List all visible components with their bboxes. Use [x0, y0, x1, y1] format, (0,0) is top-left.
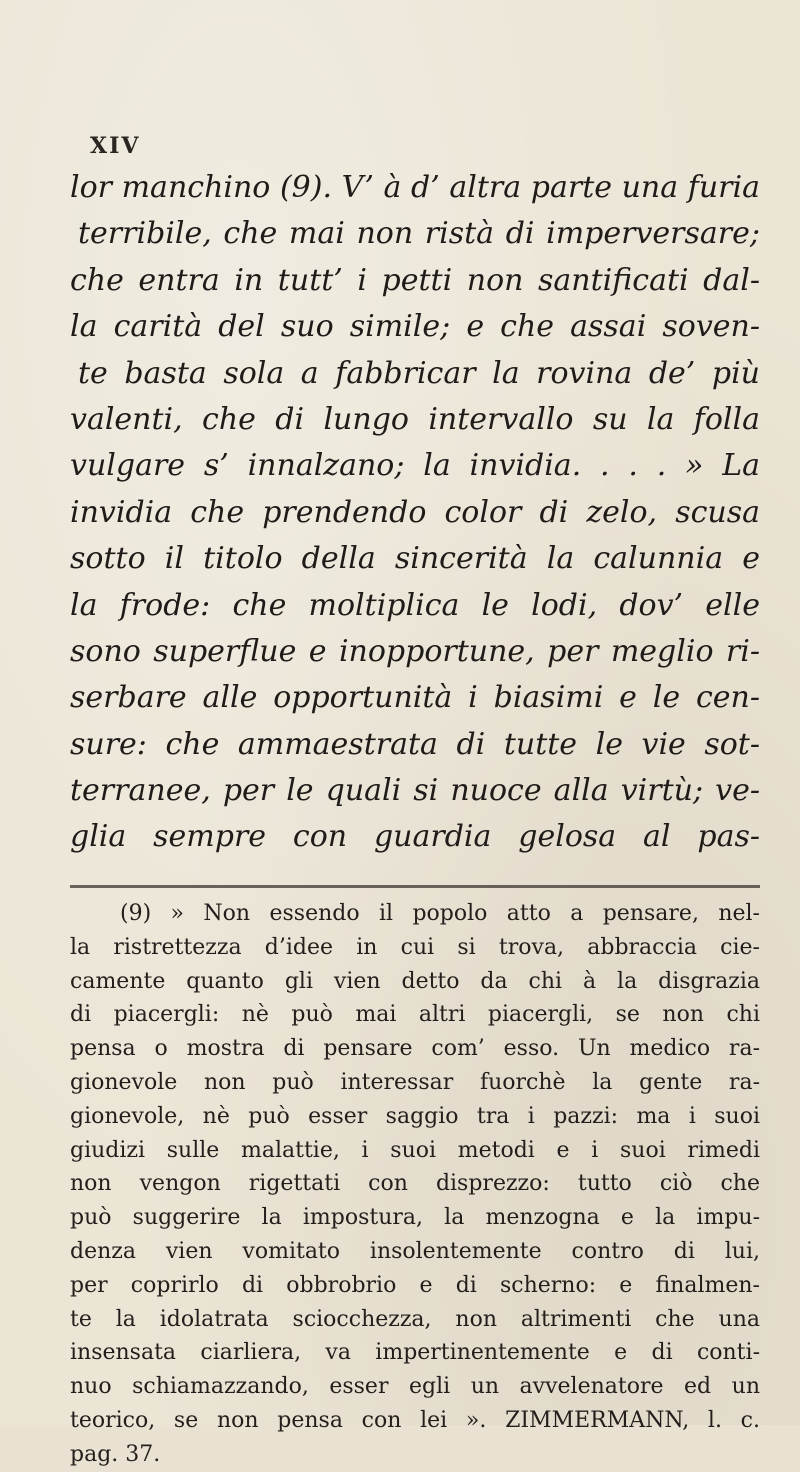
- text-line: valenti, che di lungo intervallo su la folla: [70, 401, 760, 437]
- text-line: sotto il titolo della sincerità la calunnia e: [70, 541, 760, 577]
- text-line: la frode: che moltiplica le lodi, dov’ elle: [70, 587, 760, 623]
- text-line: terribile, che mai non ristà di imperversare;: [78, 216, 760, 252]
- footnote-line: denza vien vomitato insolentemente contro di lui,: [70, 1238, 760, 1264]
- footnote-line: può suggerire la impostura, la menzogna e la impu-: [70, 1205, 760, 1231]
- footnote-line: per coprirlo di obbrobrio e di scherno: e finalmen-: [70, 1272, 760, 1298]
- text-line: sono superflue e inopportune, per meglio ri-: [70, 633, 760, 669]
- text-line: sure: che ammaestrata di tutte le vie sot-: [70, 726, 760, 762]
- footnote-line: nuo schiamazzando, esser egli un avvelenatore ed un: [70, 1374, 760, 1400]
- footnote-line: la ristrettezza d’idee in cui si trova, abbraccia cie-: [70, 934, 760, 960]
- text-line: te basta sola a fabbricar la rovina de’ più: [78, 355, 760, 391]
- footnote-line: insensata ciarliera, va impertinentemente e di conti-: [70, 1340, 760, 1366]
- main-text: [70, 165, 760, 861]
- text-line: glia sempre con guardia gelosa al pas-: [70, 819, 760, 855]
- footnote-line: pag. 37.: [70, 1441, 161, 1467]
- footnote-line: gionevole, nè può esser saggio tra i pazzi: ma i suoi: [70, 1103, 760, 1129]
- text-line: terranee, per le quali si nuoce alla virtù; ve-: [70, 773, 760, 809]
- footnote-line: (9) » Non essendo il popolo atto a pensare, nel-: [120, 901, 760, 926]
- footnote: [70, 897, 760, 1472]
- footnote-rule: [70, 885, 760, 888]
- text-line: invidia che prendendo color di zelo, scusa: [70, 494, 760, 530]
- text-line: la carità del suo simile; e che assai soven-: [70, 309, 760, 345]
- text-line: lor manchino (9). V’ à d’ altra parte una furia: [70, 170, 760, 205]
- text-line: che entra in tutt’ i petti non santificati dal-: [70, 262, 760, 298]
- footnote-line: pensa o mostra di pensare com’ esso. Un medico ra-: [70, 1036, 760, 1062]
- text-line: vulgare s’ innalzano; la invidia. . . . » La: [70, 448, 760, 484]
- footnote-line: giudizi sulle malattie, i suoi metodi e i suoi rimedi: [70, 1137, 760, 1163]
- footnote-line: camente quanto gli vien detto da chi à la disgrazia: [70, 968, 760, 994]
- footnote-line: teorico, se non pensa con lei ». ZIMMERMANN, l. c.: [70, 1407, 760, 1433]
- text-line: serbare alle opportunità i biasimi e le cen-: [70, 680, 760, 716]
- footnote-line: non vengon rigettati con disprezzo: tutto ciò che: [70, 1171, 760, 1197]
- footnote-line: te la idolatrata sciocchezza, non altrimenti che una: [70, 1306, 760, 1332]
- footnote-line: di piacergli: nè può mai altri piacergli, se non chi: [70, 1002, 760, 1028]
- footnote-line: gionevole non può interessar fuorchè la gente ra-: [70, 1069, 760, 1095]
- page-number: XIV: [90, 133, 141, 159]
